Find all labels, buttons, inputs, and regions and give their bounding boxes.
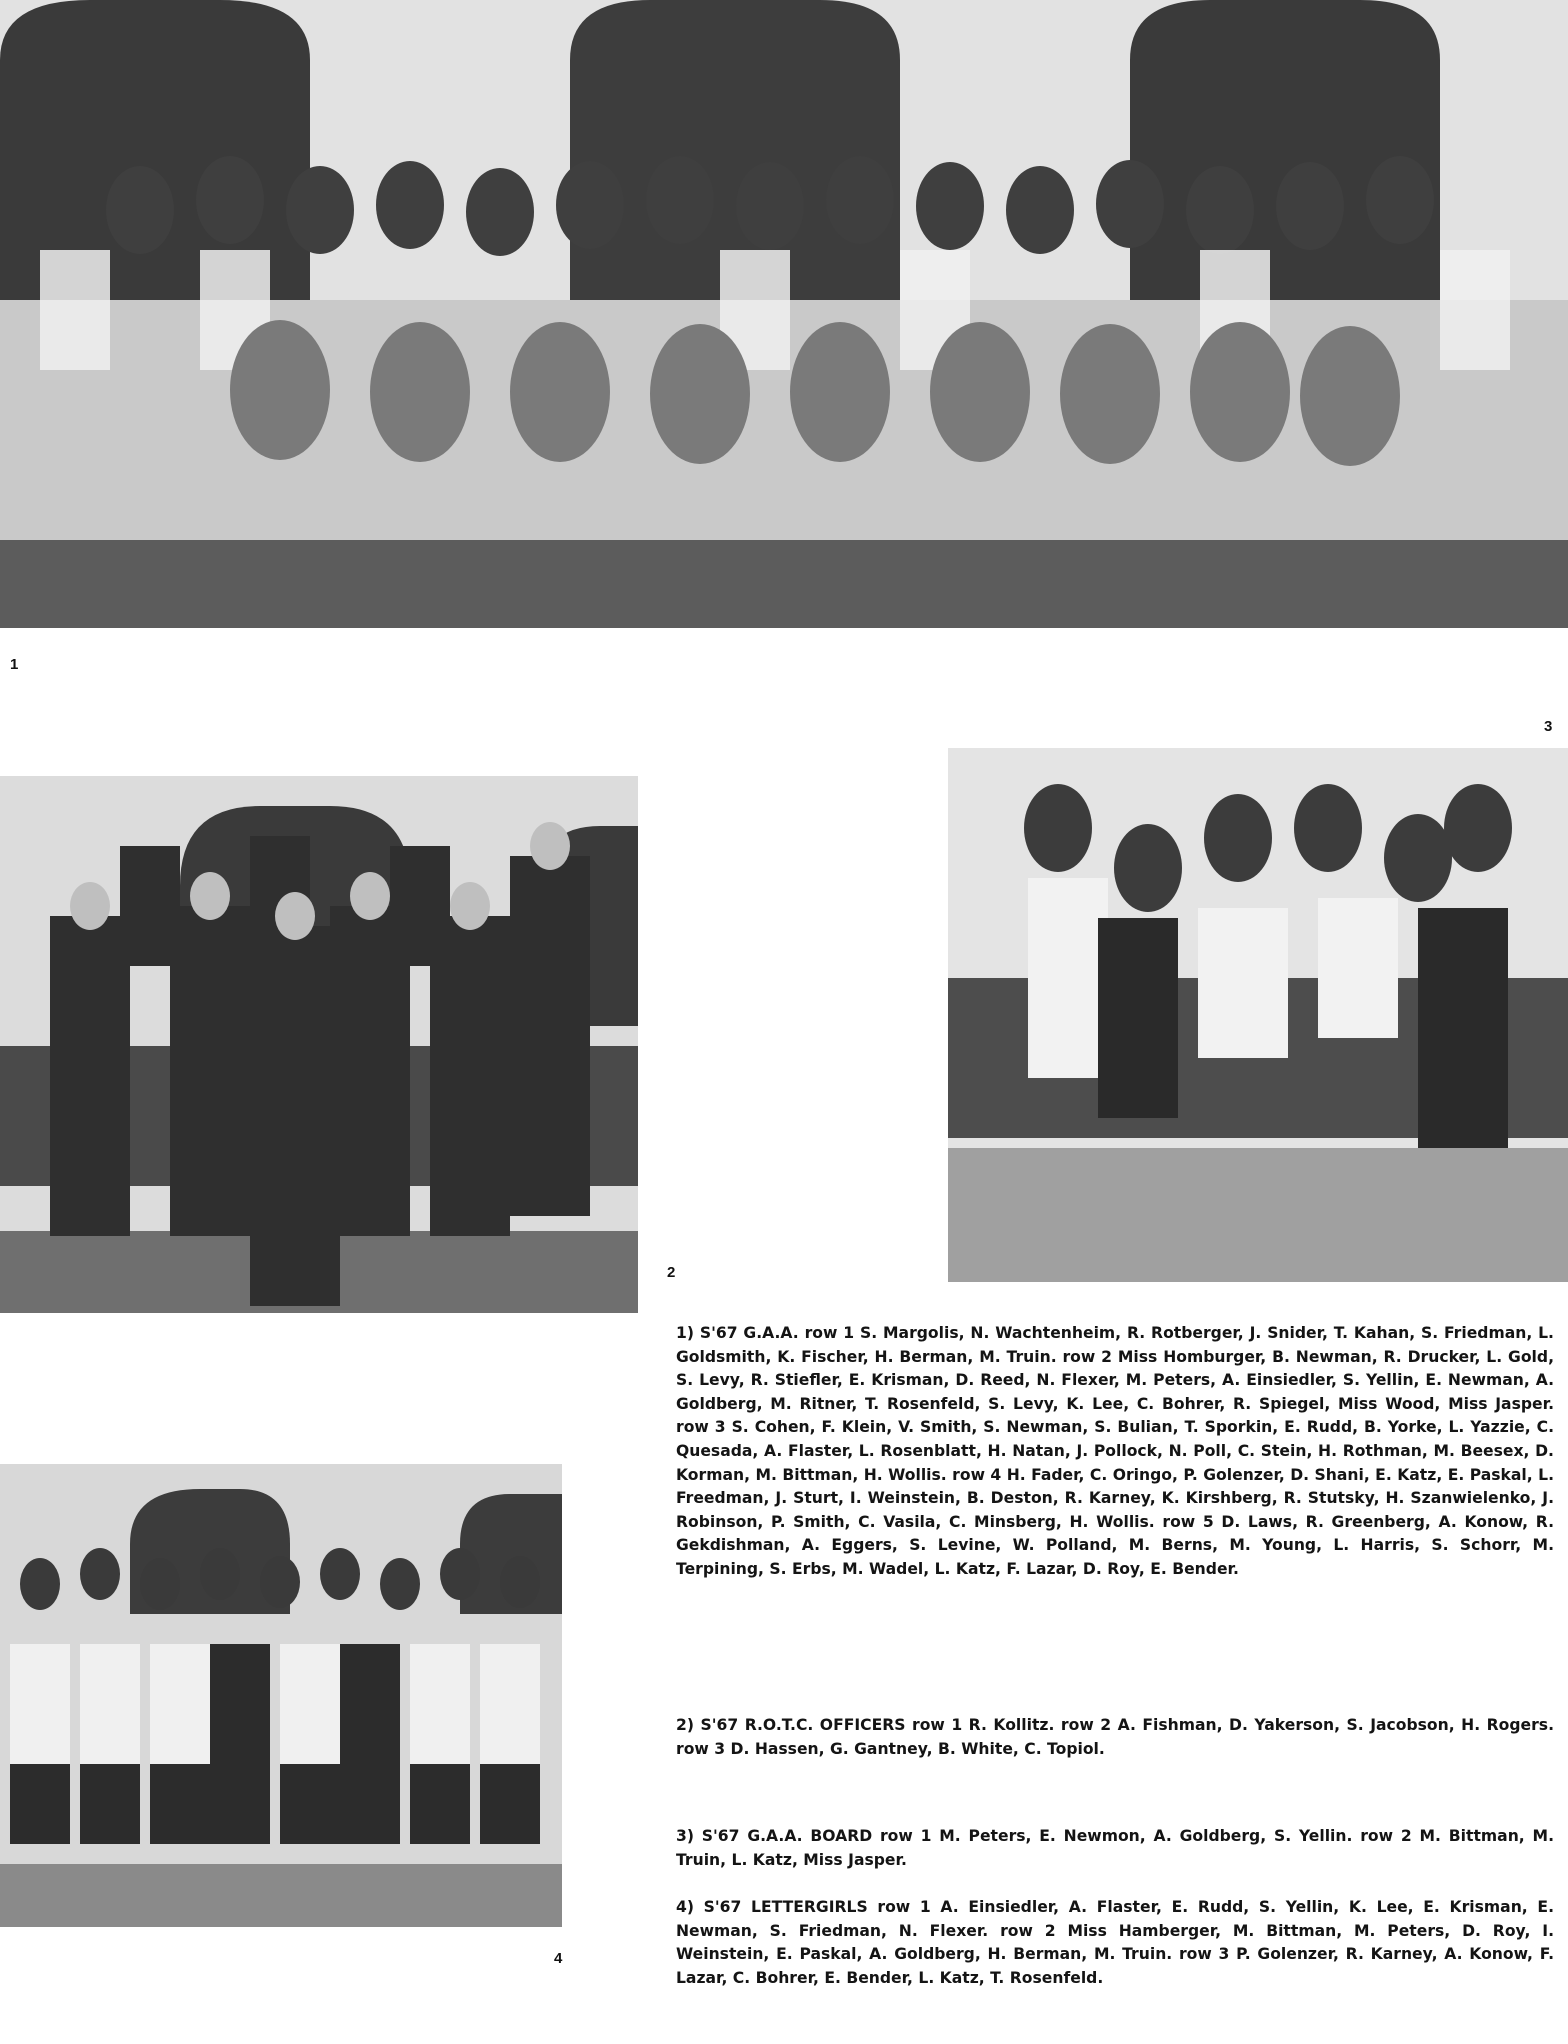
photo-lettergirls-art — [0, 1464, 562, 1927]
figure-number-2: 2 — [667, 1264, 676, 1281]
caption-rotc-officers: 2) S'67 R.O.T.C. OFFICERS row 1 R. Kollitz. row 2 A. Fishman, D. Yakerson, S. Jacobson, H. Rogers. row 3 D. Hassen, G. Gantney, B. White, C. Topiol. — [676, 1716, 1554, 1758]
figure-number-1: 1 — [10, 656, 19, 673]
photo-gaa-board-art — [948, 748, 1568, 1282]
figure-number-4: 4 — [554, 1950, 563, 1967]
photo-gaa-group — [0, 0, 1568, 628]
caption-gaa: 1) S'67 G.A.A. row 1 S. Margolis, N. Wachtenheim, R. Rotberger, J. Snider, T. Kahan, S. Friedman, L. Goldsmith, K. Fischer, H. Berman, M. Truin. row 2 Miss Homburger, B. Newman, R. Drucker, L. Gold, S. Levy, R. Stiefler, E. Krisman, D. Reed, N. Flexer, M. Peters, A. Einsiedler, S. Yellin, E. Newman, A. Goldberg, M. Ritner, T. Rosenfeld, S. Levy, K. Lee, C. Bohrer, R. Spiegel, Miss Wood, Miss Jasper. row 3 S. Cohen, F. Klein, V. Smith, S. Newman, S. Bulian, T. Sporkin, E. Rudd, B. Yorke, L. Yazzie, C. Quesada, A. Flaster, L. Rosenblatt, H. Natan, J. Pollock, N. Poll, C. Stein, H. Rothman, M. Beesex, D. Korman, M. Bittman, H. Wollis. row 4 H. Fader, C. Oringo, P. Golenzer, D. Shani, E. Katz, E. Paskal, L. Freedman, J. Sturt, I. Weinstein, B. Deston, R. Karney, K. Kirshberg, R. Stutsky, H. Szanwielenko, J. Robinson, P. Smith, C. Vasila, C. Minsberg, H. Wollis. row 5 D. Laws, R. Greenberg, A. Konow, R. Gekdishman, A. Eggers, S. Levine, W. Polland, M. Berns, M. Young, L. Harris, S. Schorr, M. Terpining, S. Erbs, M. Wadel, L. Katz, F. Lazar, D. Roy, E. Bender. — [676, 1324, 1554, 1578]
photo-lettergirls — [0, 1464, 562, 1927]
caption-lettergirls: 4) S'67 LETTERGIRLS row 1 A. Einsiedler, A. Flaster, E. Rudd, S. Yellin, K. Lee, E. Krisman, E. Newman, S. Friedman, N. Flexer. row 2 Miss Hamberger, M. Bittman, M. Peters, D. Roy, I. Weinstein, E. Paskal, A. Goldberg, H. Berman, M. Truin. row 3 P. Golenzer, R. Karney, A. Konow, F. Lazar, C. Bohrer, E. Bender, L. Katz, T. Rosenfeld. — [676, 1898, 1554, 1987]
photo-rotc-officers — [0, 776, 638, 1313]
photo-rotc-officers-art — [0, 776, 638, 1313]
photo-gaa-group-art — [0, 0, 1568, 628]
photo-gaa-board — [948, 748, 1568, 1282]
figure-number-3: 3 — [1544, 718, 1553, 735]
caption-gaa-board: 3) S'67 G.A.A. BOARD row 1 M. Peters, E. Newmon, A. Goldberg, S. Yellin. row 2 M. Bittman, M. Truin, L. Katz, Miss Jasper. — [676, 1827, 1554, 1869]
